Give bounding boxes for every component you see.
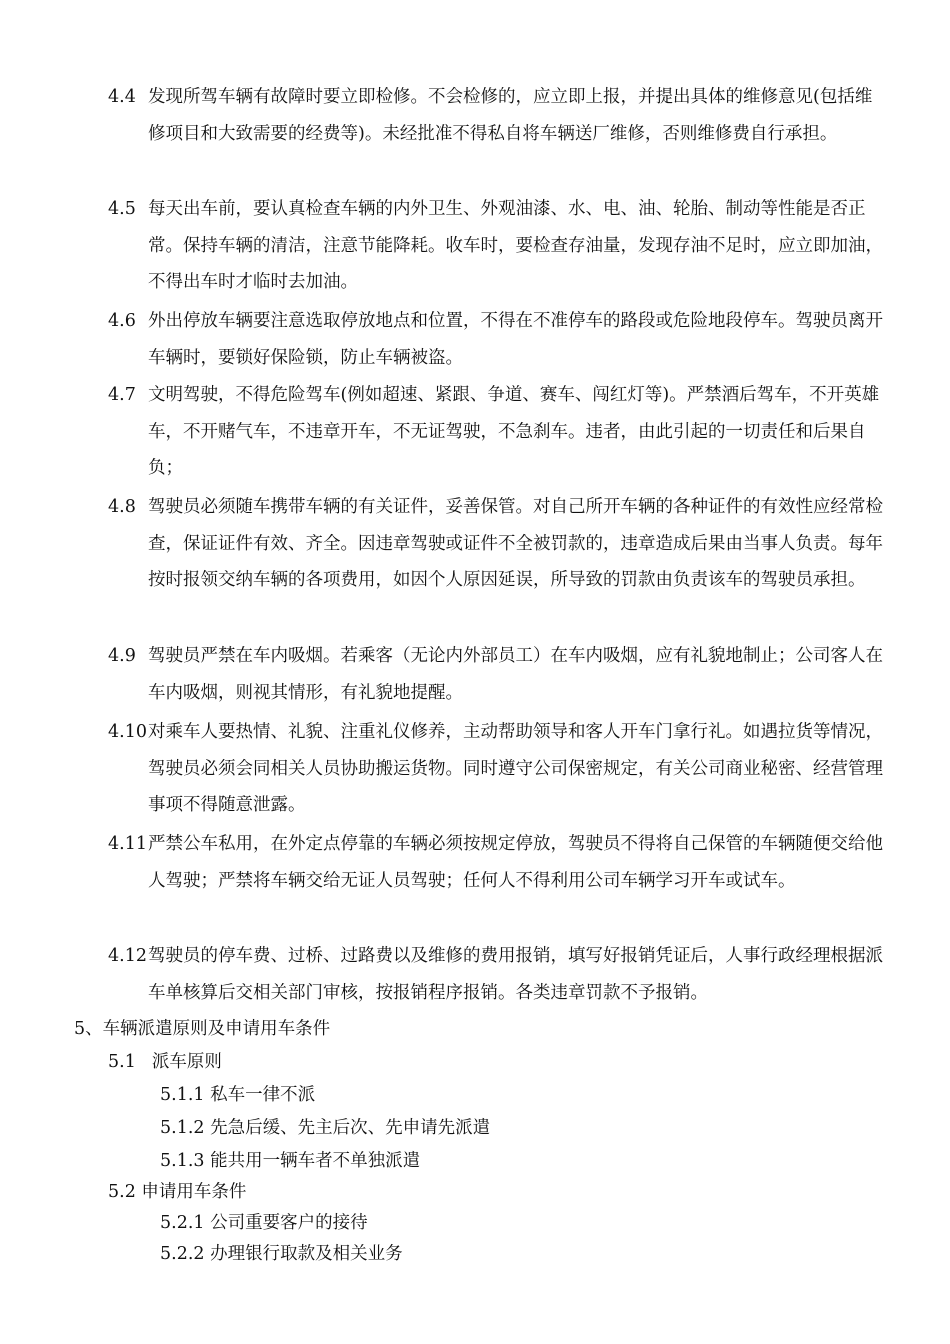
clause-4-8 xyxy=(108,489,883,599)
clause-number: 4.6 xyxy=(108,311,136,331)
clause-number: 4.8 xyxy=(108,497,136,517)
clause-number: 4.9 xyxy=(108,646,136,666)
clause-4-10 xyxy=(108,714,883,824)
subsection-5-2-heading xyxy=(108,1176,246,1208)
clause-4-5 xyxy=(108,191,883,301)
clause-4-9 xyxy=(108,638,883,711)
clause-text: 驾驶员严禁在车内吸烟。若乘客（无论内外部员工）在车内吸烟，应有礼貌地制止；公司客人在车内吸烟，则视其情形，有礼貌地提醒。 xyxy=(148,646,883,703)
item-5-1-3: 5.1.3 能共用一辆车者不单独派遣 xyxy=(160,1151,421,1171)
clause-number: 4.5 xyxy=(108,199,136,219)
clause-text: 文明驾驶，不得危险驾车(例如超速、紧跟、争道、赛车、闯红灯等)。严禁酒后驾车，不开英雄车，不开赌气车，不违章开车，不无证驾驶，不急刹车。违者，由此引起的一切责任和后果自负； xyxy=(148,385,880,478)
clause-number: 4.7 xyxy=(108,385,136,405)
clause-text: 每天出车前，要认真检查车辆的内外卫生、外观油漆、水、电、油、轮胎、制动等性能是否正常。保持车辆的清洁，注意节能降耗。收车时，要检查存油量，发现存油不足时，应立即加油，不得出车时才临时去加油。 xyxy=(148,199,883,292)
subsection-number: 5.2 xyxy=(108,1182,136,1202)
clause-4-4 xyxy=(108,79,883,152)
clause-number: 4.4 xyxy=(108,87,136,107)
clause-text: 驾驶员必须随车携带车辆的有关证件，妥善保管。对自己所开车辆的各种证件的有效性应经常检查，保证证件有效、齐全。因违章驾驶或证件不全被罚款的，违章造成后果由当事人负责。每年按时报领交纳车辆的各项费用，如因个人原因延误，所导致的罚款由负责该车的驾驶员承担。 xyxy=(148,497,883,590)
item-5-1-2: 5.1.2 先急后缓、先主后次、先申请先派遣 xyxy=(160,1118,491,1138)
subsection-title: 派车原则 xyxy=(151,1052,222,1072)
item-5-1-1: 5.1.1 私车一律不派 xyxy=(160,1085,316,1105)
clause-number: 4.12 xyxy=(108,946,147,966)
clause-text: 驾驶员的停车费、过桥、过路费以及维修的费用报销，填写好报销凭证后，人事行政经理根据派车单核算后交相关部门审核，按报销程序报销。各类违章罚款不予报销。 xyxy=(148,946,883,1003)
subsection-number: 5.1 xyxy=(108,1052,136,1072)
clause-text: 外出停放车辆要注意选取停放地点和位置，不得在不准停车的路段或危险地段停车。驾驶员离开车辆时，要锁好保险锁，防止车辆被盗。 xyxy=(148,311,883,368)
clause-text: 对乘车人要热情、礼貌、注重礼仪修养，主动帮助领导和客人开车门拿行礼。如遇拉货等情况，驾驶员必须会同相关人员协助搬运货物。同时遵守公司保密规定，有关公司商业秘密、经营管理事项不得随意泄露。 xyxy=(148,722,883,815)
subsection-title: 申请用车条件 xyxy=(141,1182,247,1202)
clause-text: 严禁公车私用，在外定点停靠的车辆必须按规定停放，驾驶员不得将自己保管的车辆随便交给他人驾驶；严禁将车辆交给无证人员驾驶；任何人不得利用公司车辆学习开车或试车。 xyxy=(148,834,883,891)
clause-4-6 xyxy=(108,303,883,376)
clause-4-7 xyxy=(108,377,883,487)
subsection-5-1-heading xyxy=(108,1046,222,1078)
clause-text: 发现所驾车辆有故障时要立即检修。不会检修的，应立即上报，并提出具体的维修意见(包括维修项目和大致需要的经费等)。未经批准不得私自将车辆送厂维修，否则维修费自行承担。 xyxy=(148,87,873,144)
item-5-2-1: 5.2.1 公司重要客户的接待 xyxy=(160,1213,368,1233)
clause-4-12 xyxy=(108,938,883,1011)
section-5-heading: 5、车辆派遣原则及申请用车条件 xyxy=(74,1019,331,1039)
clause-number: 4.10 xyxy=(108,722,147,742)
clause-number: 4.11 xyxy=(108,834,147,854)
clause-4-11 xyxy=(108,826,883,899)
item-5-2-2: 5.2.2 办理银行取款及相关业务 xyxy=(160,1244,403,1264)
